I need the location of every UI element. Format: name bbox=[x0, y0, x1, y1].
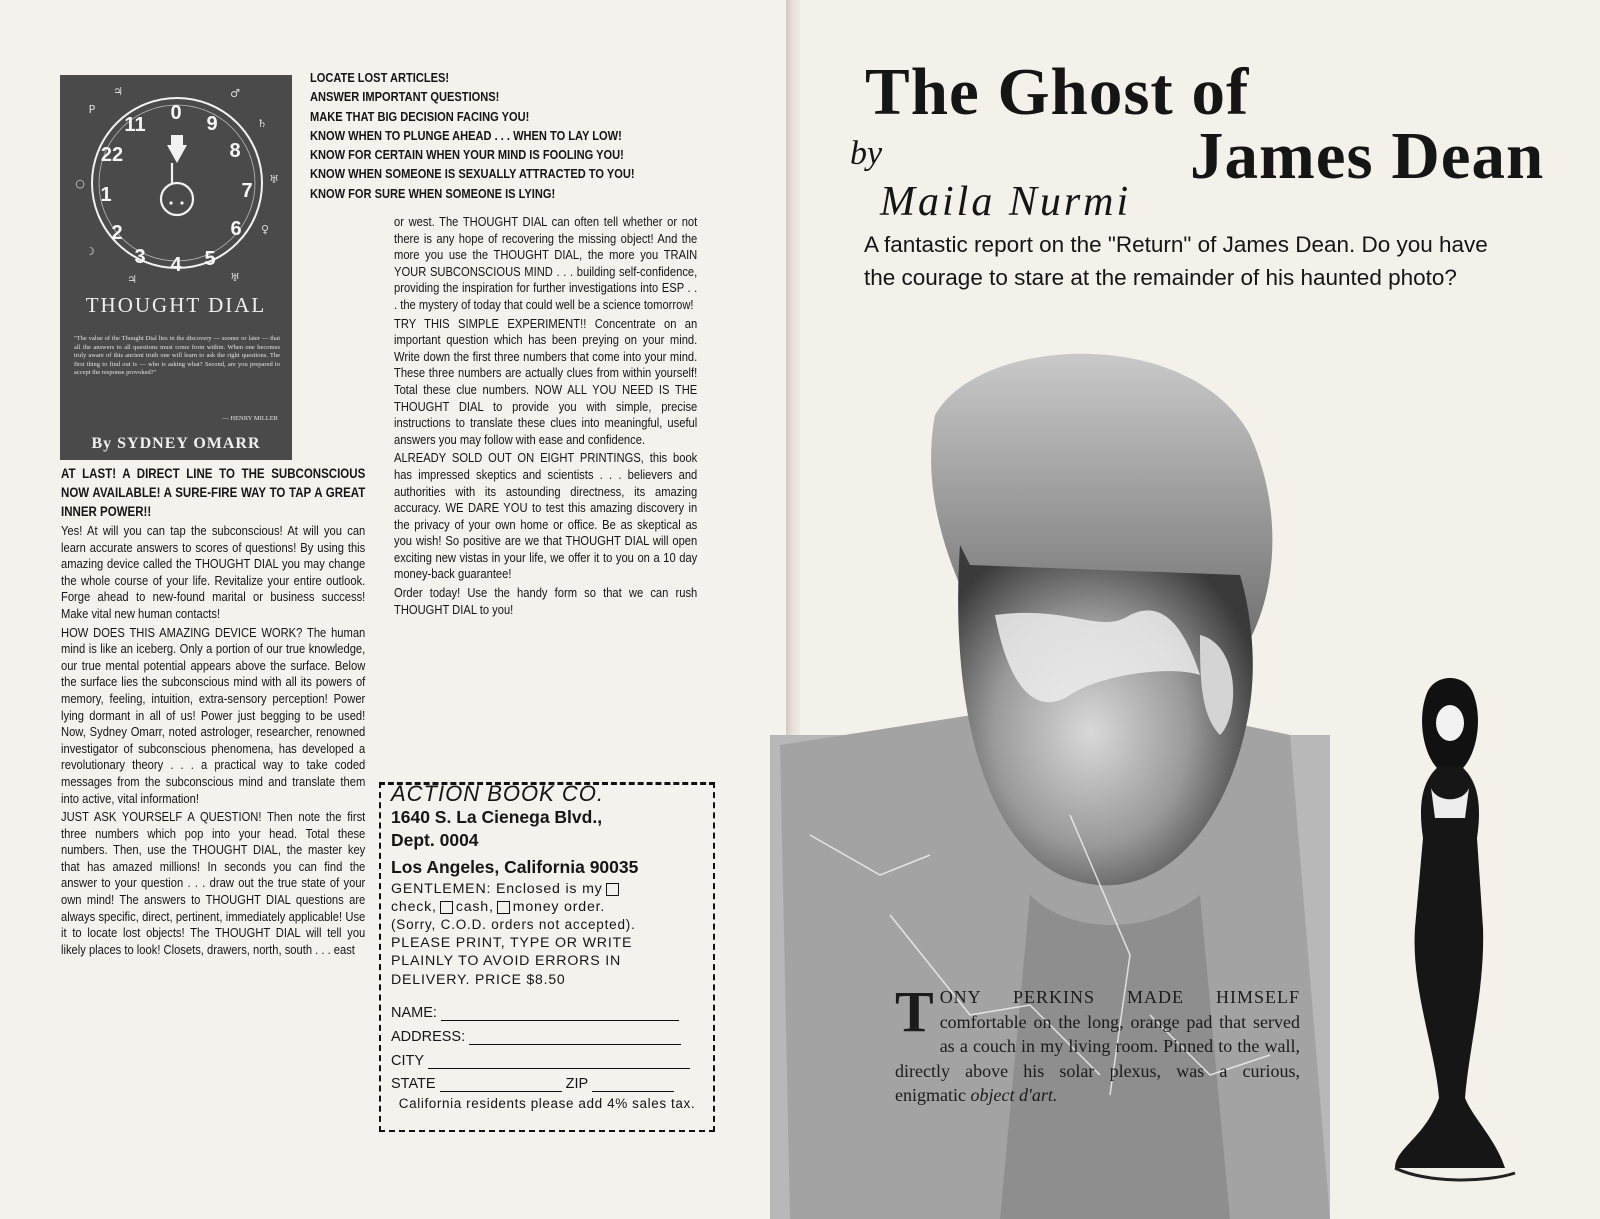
story-lead-caps: ONY PERKINS MADE HIMSELF bbox=[939, 987, 1300, 1007]
address-field[interactable]: ADDRESS: bbox=[391, 1029, 696, 1045]
svg-text:♅: ♅ bbox=[269, 173, 279, 186]
svg-text:♅: ♅ bbox=[230, 271, 240, 284]
order-coupon bbox=[379, 782, 715, 1132]
coupon-price: PRICE $8.50 bbox=[474, 971, 566, 987]
dial-number: 5 bbox=[204, 248, 216, 270]
ad-column-right bbox=[394, 214, 698, 620]
bullet-item: ANSWER IMPORTANT QUESTIONS! bbox=[310, 89, 500, 105]
name-field[interactable]: NAME: bbox=[391, 1005, 696, 1021]
byline-by: by bbox=[850, 135, 883, 172]
dial-number: 2 bbox=[111, 222, 123, 244]
bullet-item: KNOW FOR CERTAIN WHEN YOUR MIND IS FOOLING YOU! bbox=[310, 147, 624, 163]
bullet-item: KNOW FOR SURE WHEN SOMEONE IS LYING! bbox=[310, 185, 556, 201]
svg-text:♃: ♃ bbox=[113, 85, 123, 98]
right-page bbox=[800, 0, 1600, 1219]
story-italic: object d'art. bbox=[970, 1085, 1058, 1105]
svg-text:○: ○ bbox=[75, 177, 85, 190]
ad-column-left bbox=[61, 464, 366, 960]
svg-text:♂: ♂ bbox=[230, 87, 240, 100]
ad-paragraph: Order today! Use the handy form so that we can rush THOUGHT DIAL to you! bbox=[394, 585, 698, 617]
article-title-line-1: The Ghost of bbox=[865, 55, 1250, 129]
dial-number: 0 bbox=[170, 102, 182, 124]
ad-paragraph: ALREADY SOLD OUT ON EIGHT PRINTINGS, this book has impressed skeptics and scientists . . . believers and authorities with its astounding directness, its amazing accuracy. WE DARE YOU to test this amazing discovery in the privacy of your own home or office. Be as skeptical as you wish! So positive are we that THOUGHT DIAL will open exciting new vistas in your life, we offer it to you on a 10 day money-back guarantee! bbox=[394, 450, 698, 582]
book-quote: "The value of the Thought Dial lies in the discovery — sooner or later — that all the answers to all questions must come from within. When one becomes truly aware of this ancient truth one will learn to ask the right questions. The first thing to find out is — who is asking what? Second, are you prepared to accept the response provoked?" bbox=[74, 335, 280, 377]
byline-author: Maila Nurmi bbox=[880, 179, 1132, 225]
dial-number: 9 bbox=[206, 113, 218, 135]
left-page bbox=[0, 0, 790, 1219]
dial-number: 6 bbox=[230, 218, 242, 240]
story-text: comfortable on the long, orange pad that served as a couch in my living room. Pinned to the wall, directly above his solar plexus, was a curious, enigmatic bbox=[895, 1011, 1300, 1105]
article-dek: A fantastic report on the "Return" of James Dean. Do you have the courage to stare at the remainder of his haunted photo? bbox=[864, 232, 1488, 290]
ad-paragraph: HOW DOES THIS AMAZING DEVICE WORK? The human mind is like an iceberg. Only a portion of our true knowledge, our true mental potential appears above the surface. Below the surface lies the subconscious mind with all its powers of memory, feeling, intuition, extra-sensory perception! Power lying dormant in all of us! Power just begging to be used! Now, Sydney Omarr, noted astrologer, researcher, renowned investigator of subconscious phenomena, has developed a revolutionary theory . . . a practical way to take coded messages from the subconscious mind and translate them into active, vital information! bbox=[61, 624, 366, 806]
coupon-print-note: PLEASE PRINT, TYPE OR WRITE PLAINLY TO AVOID ERRORS IN DELIVERY. PRICE $8.50 bbox=[391, 935, 633, 988]
svg-text:♀: ♀ bbox=[260, 223, 270, 236]
coupon-dept: Dept. 0004 bbox=[391, 830, 479, 850]
city-field[interactable]: CITY bbox=[391, 1053, 696, 1069]
thought-dial-book-cover bbox=[60, 75, 292, 460]
dial-number: 4 bbox=[170, 254, 182, 276]
bullet-item: KNOW WHEN TO PLUNGE AHEAD . . . WHEN TO LAY LOW! bbox=[310, 127, 622, 143]
story-dropcap: T bbox=[895, 979, 934, 1044]
bullet-item: MAKE THAT BIG DECISION FACING YOU! bbox=[310, 108, 530, 124]
book-title: THOUGHT DIAL bbox=[85, 293, 267, 317]
svg-text:P: P bbox=[88, 103, 96, 116]
dial-number: 22 bbox=[100, 144, 124, 166]
svg-text:☽: ☽ bbox=[85, 245, 95, 258]
dial-number: 8 bbox=[229, 140, 241, 162]
coupon-tax-note: California residents please add 4% sales tax. bbox=[398, 1096, 696, 1111]
coupon-street: 1640 S. La Cienega Blvd., bbox=[391, 807, 603, 827]
state-zip-field[interactable]: STATE ZIP bbox=[391, 1076, 696, 1092]
ad-headline: AT LAST! A DIRECT LINE TO THE SUBCONSCIOUS NOW AVAILABLE! A SURE-FIRE WAY TO TAP A GREAT INNER POWER!! bbox=[61, 466, 366, 519]
coupon-city: Los Angeles, California 90035 bbox=[391, 857, 639, 877]
check-checkbox[interactable] bbox=[606, 883, 619, 896]
thought-dial-graphic bbox=[72, 83, 282, 288]
book-author: By SYDNEY OMARR bbox=[91, 435, 261, 452]
dial-number: 3 bbox=[134, 246, 146, 268]
bullet-item: KNOW WHEN SOMEONE IS SEXUALLY ATTRACTED TO YOU! bbox=[310, 166, 635, 182]
bullet-item: LOCATE LOST ARTICLES! bbox=[310, 70, 450, 85]
ad-paragraph: TRY THIS SIMPLE EXPERIMENT!! Concentrate on an important question which has been preying on your mind. Write down the first three numbers that come into your mind. These three numbers are actually clues from within yourself! Total these clue numbers. NOW ALL YOU NEED IS THE THOUGHT DIAL to provide you with simple, precise instructions to translate these clues into meaningful, useful answers you may follow with ease and confidence. bbox=[394, 315, 698, 447]
benefit-bullets bbox=[310, 68, 720, 203]
ad-paragraph: JUST ASK YOURSELF A QUESTION! Then note the first three numbers which pop into your head. Total these numbers. Then, use the THOUGHT DIAL, the master key that has amazed millions! In seconds you can find the answer to your question . . . draw out the true state of your own mind! The answers to THOUGHT DIAL questions are always specific, direct, pertinent, immediately applicable! Use it to locate lost objects! The THOUGHT DIAL will tell you likely places to look! Closets, drawers, north, south . . . east bbox=[61, 809, 366, 957]
ad-paragraph: Yes! At will you can tap the subconscious! At will you can learn accurate answers to scores of questions! By using this amazing device called the THOUGHT DIAL you may change the whole course of your life. Revitalize your entire outlook. Forge ahead to new-found marital or business success! Make vital new human contacts! bbox=[61, 523, 366, 621]
book-quote-attribution: — HENRY MILLER bbox=[222, 415, 278, 422]
article-title-line-2: James Dean bbox=[1190, 119, 1545, 193]
svg-text:♄: ♄ bbox=[257, 117, 267, 130]
cash-checkbox[interactable] bbox=[440, 901, 453, 914]
article-body bbox=[895, 979, 1300, 1108]
vampira-photo bbox=[1365, 668, 1535, 1188]
svg-text:♃: ♃ bbox=[127, 273, 137, 286]
ad-paragraph: or west. The THOUGHT DIAL can often tell whether or not there is any hope of recovering the missing object! And the more you use the THOUGHT DIAL, the more you TRAIN YOUR SUBCONSCIOUS MIND . . . building self-confidence, providing the inspiration for further investigations into ESP . . . the mystery of today that could well be a science tomorrow! bbox=[394, 214, 698, 312]
dial-number: 7 bbox=[241, 180, 253, 202]
coupon-company: ACTION BOOK CO. bbox=[391, 781, 605, 806]
coupon-payment: GENTLEMEN: Enclosed is my check, cash, money order. bbox=[391, 880, 699, 916]
coupon-sorry: (Sorry, C.O.D. orders not accepted). bbox=[391, 917, 636, 932]
money-order-checkbox[interactable] bbox=[497, 901, 510, 914]
dial-number: 1 bbox=[100, 184, 112, 206]
dial-number: 11 bbox=[124, 114, 146, 136]
